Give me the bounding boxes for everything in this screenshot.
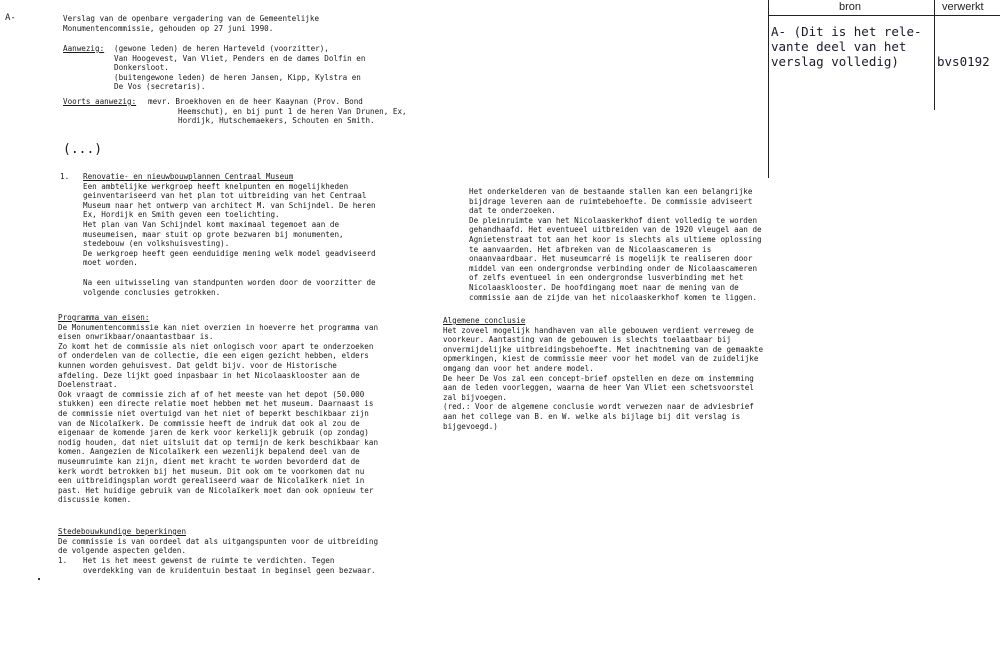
- item1-line: Het plan van Van Schijndel komt maximaal tegemoet aan de: [83, 219, 340, 229]
- conclusion-heading: Algemene conclusie: [443, 316, 526, 325]
- programma-line: eigenaar de komende jaren de kerk voor kerkelijk gebruik (op zondag): [58, 428, 369, 438]
- right-line: dat te onderzoeken.: [469, 206, 556, 216]
- programma-heading: Programma van eisen:: [58, 313, 150, 322]
- stedebouw-line: De commissie is van oordeel dat als uitgangspunten voor de uitbreiding: [58, 536, 379, 546]
- conclusion-section: [443, 316, 763, 431]
- conclusion-line: bijgevoegd.): [443, 421, 498, 431]
- programma-line: nodig houden, dat niet uitsluit dat op termijn de kerk beschikbaar kan: [58, 437, 379, 447]
- item1-block: [83, 172, 376, 297]
- conclusion-line: Het zoveel mogelijk handhaven van alle gebouwen verdient verreweg de: [443, 325, 754, 335]
- programma-line: kunnen worden gehuisvest. Dat geldt bijv. voor de Historische: [58, 360, 337, 370]
- column-header-bron: bron: [839, 1, 862, 13]
- title-line: Verslag van de openbare vergadering van de Gemeentelijke: [63, 14, 320, 23]
- item-number: 1.: [60, 172, 70, 181]
- right-line: te aanvaarden. Het afbreken van de Nicolaascameren is: [469, 244, 712, 254]
- conclusion-line: opmerkingen, kiest de commissie meer voor het model van de zuidelijke: [443, 354, 759, 364]
- right-line: Agnietenstraat tot aan het koor is slechts als ultieme oplossing: [469, 234, 762, 244]
- sub-item-number: 1.: [58, 556, 68, 565]
- programma-line: Zo komt het de commissie als niet onlogisch voor apart te onderzoeken: [58, 341, 374, 351]
- item1-line: Een ambtelijke werkgroep heeft knelpunten en mogelijkheden: [83, 181, 349, 191]
- item1-line: moet worden.: [83, 258, 138, 268]
- stedebouw-sub-line: Het is het meest gewenst de ruimte te verdichten. Tegen: [83, 556, 335, 565]
- attendance-line: Van Hoogevest, Van Vliet, Penders en de dames Dolfin en: [114, 53, 366, 63]
- attendance-line: (buitengewone leden) de heren Jansen, Kipp, Kylstra en: [114, 72, 361, 82]
- stray-mark: [38, 578, 40, 580]
- handwritten-note: [771, 24, 922, 69]
- right-line: onaanvaardbaar. Het museumcarré is mogelijk te realiseren door: [469, 254, 753, 264]
- item1-line: stedebouw (en volkshuisvesting).: [83, 239, 230, 249]
- conclusion-line: (red.: Voor de algemene conclusie wordt verwezen naar de adviesbrief: [443, 402, 754, 412]
- item1-line: volgende conclusies getrokken.: [83, 287, 221, 297]
- right-line: bijdrage leveren aan de ruimtebehoefte. De commissie adviseert: [469, 196, 753, 206]
- programma-line: eisen onwrikbaar/onaantastbaar is.: [58, 332, 214, 342]
- stedebouw-line: de volgende aspecten gelden.: [58, 546, 187, 556]
- stedebouw-sub-item: [83, 556, 376, 575]
- item1-line: museumeisen, maar stuit op grote bezwaren bij monumenten,: [83, 229, 344, 239]
- conclusion-line: zal bijvoegen.: [443, 392, 508, 402]
- right-line: of zelfs eventueel in een ondergrondse lusverbinding met het: [469, 273, 744, 283]
- also-present-line: mevr. Broekhoven en de heer Kaaynan (Prov. Bond: [148, 97, 363, 106]
- table-divider: [768, 0, 769, 178]
- right-line: Het onderkelderen van de bestaande stallen kan een belangrijke: [469, 187, 753, 196]
- right-line: gehandhaafd. Het eventueel uitbreiden van de 1920 vleugel aan de: [469, 225, 762, 235]
- handwritten-line: A- (Dit is het rele-: [771, 24, 922, 39]
- conclusion-line: aan het college van B. en W. welke als bijlage bij dit verslag is: [443, 411, 741, 421]
- right-line: De pleinruimte van het Nicolaaskerkhof dient volledig te worden: [469, 215, 758, 225]
- programma-line: Ook vraagt de commissie zich af of het meeste van het depot (50.000: [58, 389, 365, 399]
- conclusion-line: De heer De Vos zal een concept-brief opstellen en deze om instemming: [443, 373, 754, 383]
- programma-line: De Monumentencommissie kan niet overzien in hoeverre het programma van: [58, 322, 379, 332]
- section-marker: A-: [5, 13, 16, 23]
- stedebouw-sub-line: overdekking van de kruidentuin bestaat in beginsel geen bezwaar.: [83, 565, 376, 575]
- item1-line: Ex, Hordijk en Smith geven een toelichting.: [83, 210, 280, 220]
- omission-marker: (...): [63, 142, 103, 157]
- right-line: middel van een ondergrondse verbinding onder de Nicolaascameren: [469, 263, 758, 273]
- programma-line: kerk wordt betrokken bij het museum. Dit ook om te voorkomen dat nu: [58, 466, 365, 476]
- item1-line: De werkgroep heeft geen eenduidige mening welk model geadviseerd: [83, 248, 376, 258]
- also-present-list: [148, 97, 407, 126]
- also-present-line: Heemschut), en bij punt 1 de heren Van Drunen, Ex,: [178, 106, 407, 116]
- right-line: commissie aan de zijde van het nicolaaskerkhof komen te liggen.: [469, 292, 758, 302]
- title-line: Monumentencommissie, gehouden op 27 juni 1990.: [63, 23, 274, 33]
- handwritten-line: verslag volledig): [771, 54, 899, 69]
- programma-line: stukken) een directe relatie moet hebben met het museum. Daarnaast is: [58, 399, 374, 409]
- programma-line: museumruimte kan zijn, dient met kracht te worden bevorderd dat de: [58, 456, 360, 466]
- item1-line: Na een uitwisseling van standpunten worden door de voorzitter de: [83, 277, 376, 287]
- stedebouw-section: [58, 527, 378, 556]
- conclusion-line: voorkeur. Aantasting van de gebouwen is slechts toelaatbaar bij: [443, 335, 732, 345]
- programma-line: Doelenstraat.: [58, 380, 118, 390]
- column-header-verwerkt: verwerkt: [942, 1, 984, 13]
- item1-heading: Renovatie- en nieuwbouwplannen Centraal Museum: [83, 172, 294, 181]
- programma-line: afdeling. Deze lijkt goed inpasbaar in het Nicolaasklooster aan de: [58, 370, 360, 380]
- conclusion-line: onvermijdelijke uitbreidingsbehoefte. Met inachtneming van de gemaakte: [443, 344, 764, 354]
- programma-section: [58, 313, 378, 505]
- attendance-label: Aanwezig:: [63, 44, 105, 53]
- stedebouw-heading: Stedebouwkundige beperkingen: [58, 527, 187, 536]
- also-present-line: Hordijk, Hutschemaekers, Schouten en Smith.: [178, 116, 375, 126]
- conclusion-line: aan de leden voorleggen, waarna de heer Van Vliet een schetsvoorstel: [443, 383, 754, 393]
- table-header-rule: [768, 15, 1000, 16]
- right-column: [469, 187, 762, 302]
- right-line: Nicolaasklooster. De hoofdingang moet naar de mening van de: [469, 282, 739, 292]
- handwritten-line: vante deel van het: [771, 39, 907, 54]
- attendance-line: (gewone leden) de heren Harteveld (voorzitter),: [114, 44, 329, 53]
- processed-code: bvs0192: [937, 54, 990, 69]
- table-divider: [934, 0, 935, 110]
- attendance-line: Donkersloot.: [114, 63, 169, 73]
- programma-line: discussie komen.: [58, 495, 132, 505]
- also-present-label: Voorts aanwezig:: [63, 97, 137, 106]
- programma-line: past. Het huidige gebruik van de Nicolaïkerk moet dan ook opnieuw ter: [58, 485, 374, 495]
- programma-line: komen. Aangezien de Nicolaïkerk een wezenlijk bepalend deel van de: [58, 447, 360, 457]
- report-title: [63, 14, 319, 33]
- item1-line: Museum naar het ontwerp van architect M. van Schijndel. De heren: [83, 200, 376, 210]
- attendance-list: [114, 44, 365, 92]
- attendance-line: De Vos (secretaris).: [114, 82, 206, 92]
- programma-line: van de Nicolaïkerk. De commissie heeft de indruk dat ook al zou de: [58, 418, 360, 428]
- conclusion-line: omgang dan voor het andere model.: [443, 363, 594, 373]
- programma-line: de commissie niet overtuigd van het niet of beperkt beschikbaar zijn: [58, 408, 369, 418]
- programma-line: of onderdelen van de collectie, die een eigen gezicht hebben, elders: [58, 351, 369, 361]
- programma-line: een uitbreidingsplan wordt gerealiseerd waar de Nicolaïkerk niet in: [58, 476, 365, 486]
- item1-line: geinventariseerd van het plan tot uitbreiding van het Centraal: [83, 191, 367, 201]
